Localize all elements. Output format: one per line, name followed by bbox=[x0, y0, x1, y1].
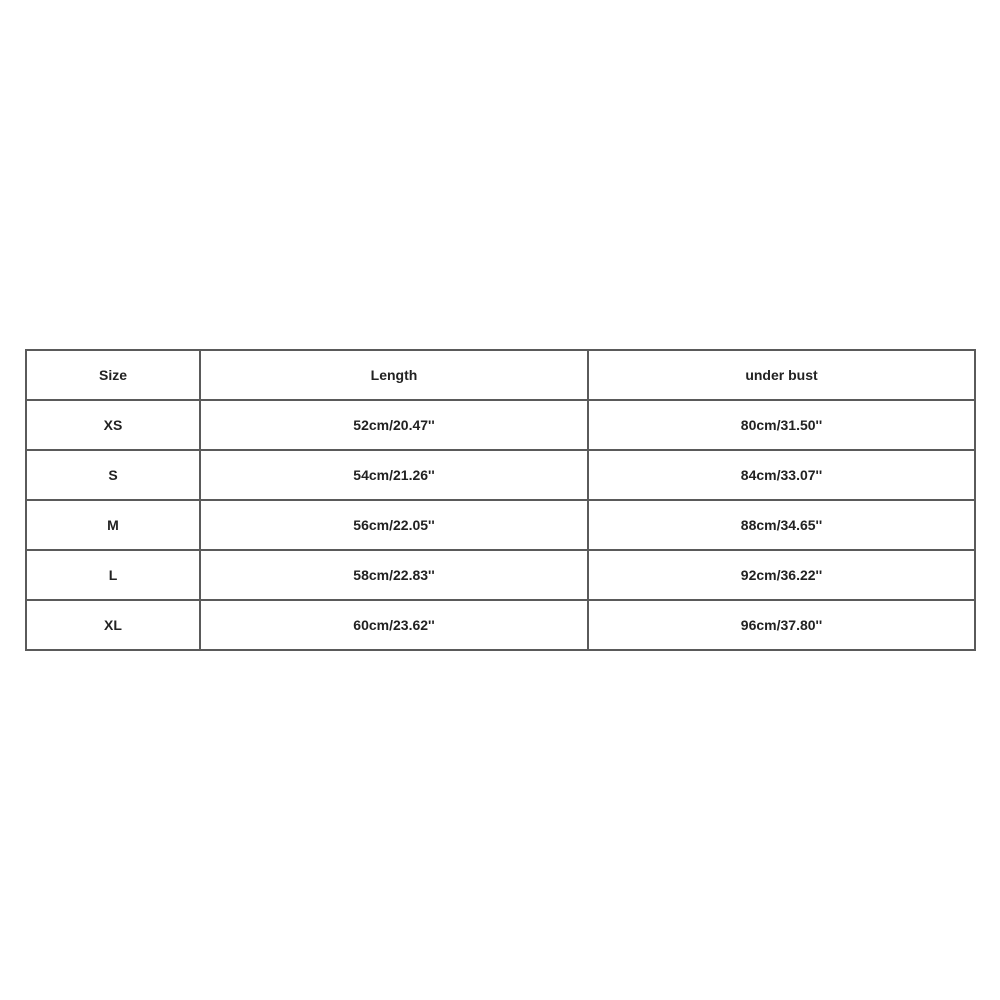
table-row bbox=[26, 400, 975, 450]
header-under-bust: under bust bbox=[588, 350, 975, 400]
size-cell: L bbox=[26, 550, 200, 600]
length-cell: 52cm/20.47'' bbox=[200, 400, 588, 450]
under-bust-cell: 88cm/34.65'' bbox=[588, 500, 975, 550]
table-row bbox=[26, 600, 975, 650]
table-row bbox=[26, 500, 975, 550]
table-row bbox=[26, 450, 975, 500]
length-cell: 58cm/22.83'' bbox=[200, 550, 588, 600]
table-row bbox=[26, 550, 975, 600]
under-bust-cell: 96cm/37.80'' bbox=[588, 600, 975, 650]
under-bust-cell: 84cm/33.07'' bbox=[588, 450, 975, 500]
header-size: Size bbox=[26, 350, 200, 400]
under-bust-cell: 80cm/31.50'' bbox=[588, 400, 975, 450]
size-cell: XS bbox=[26, 400, 200, 450]
size-cell: XL bbox=[26, 600, 200, 650]
size-chart-table bbox=[25, 349, 976, 651]
size-cell: M bbox=[26, 500, 200, 550]
length-cell: 54cm/21.26'' bbox=[200, 450, 588, 500]
length-cell: 56cm/22.05'' bbox=[200, 500, 588, 550]
size-cell: S bbox=[26, 450, 200, 500]
table-header-row bbox=[26, 350, 975, 400]
length-cell: 60cm/23.62'' bbox=[200, 600, 588, 650]
under-bust-cell: 92cm/36.22'' bbox=[588, 550, 975, 600]
header-length: Length bbox=[200, 350, 588, 400]
